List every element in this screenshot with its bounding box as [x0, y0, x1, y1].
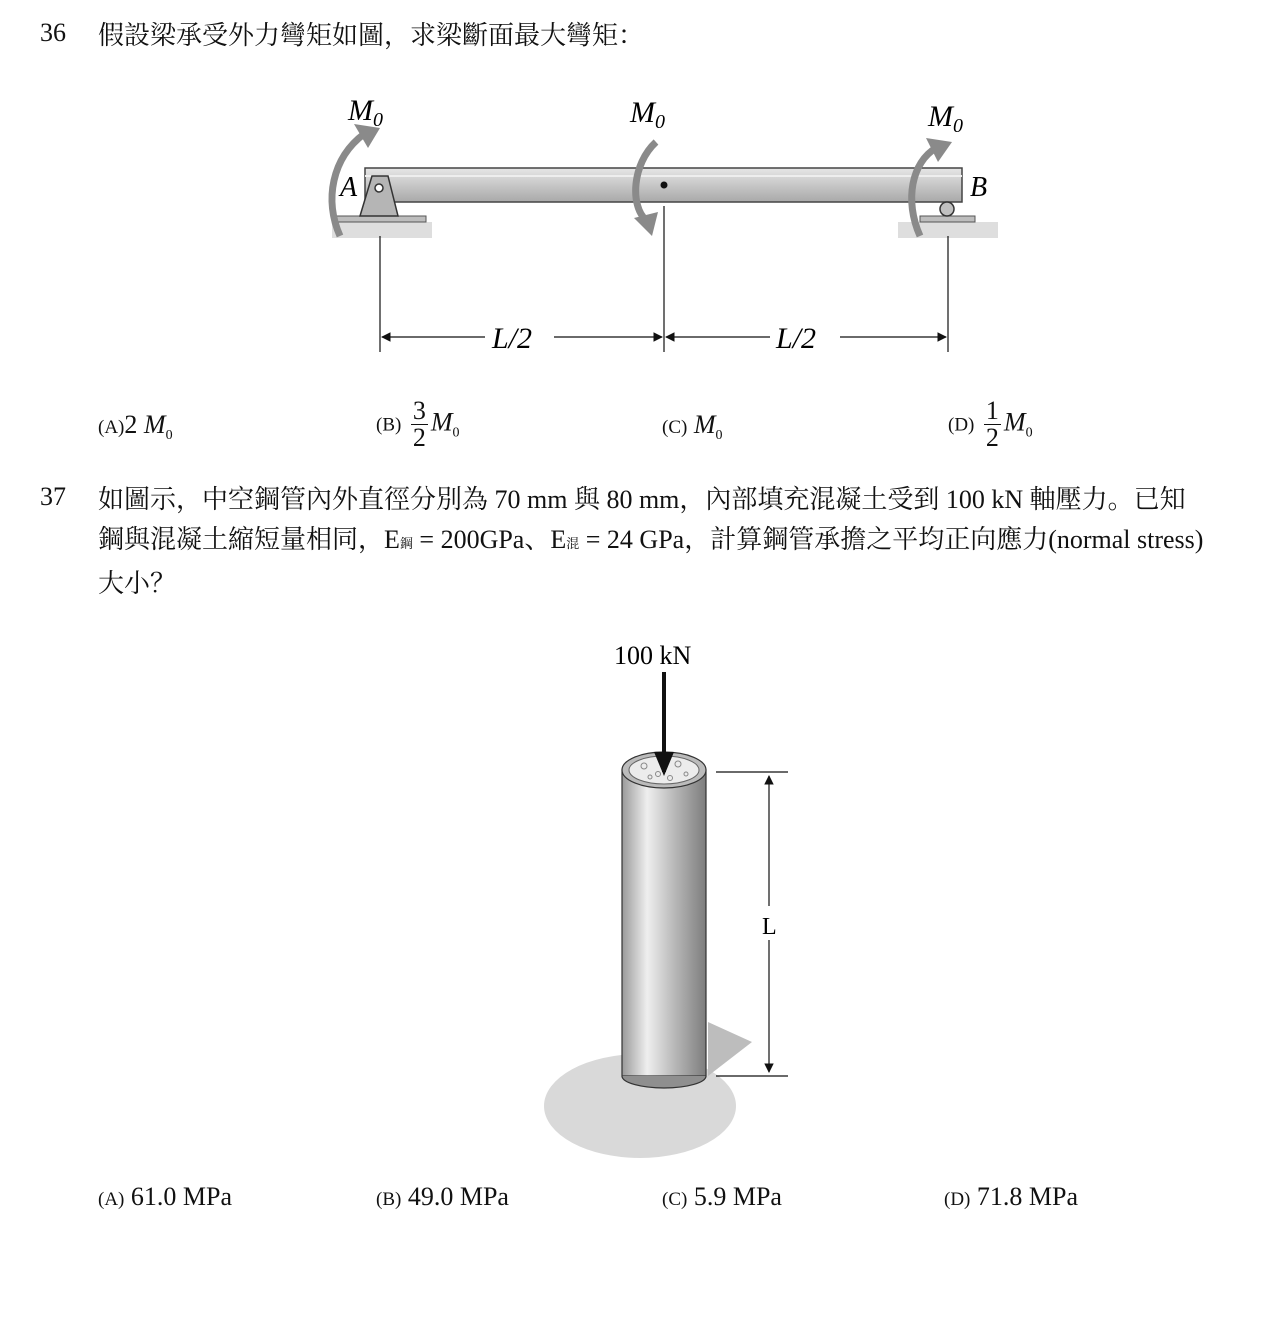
option-value: 5.9 MPa — [687, 1182, 782, 1211]
option-sub: 0 — [1025, 425, 1033, 441]
option-label: (C) — [662, 417, 688, 438]
option-label: (C) — [662, 1189, 688, 1210]
option-label: (A) — [98, 417, 125, 438]
option-37-a[interactable] — [98, 1182, 232, 1212]
option-label: (D) — [948, 414, 975, 436]
dimension-lines — [380, 206, 948, 352]
question-number-36: 36 — [40, 18, 66, 47]
option-label: (A) — [98, 1189, 125, 1210]
span-label-right: L/2 — [776, 322, 817, 355]
option-value: 71.8 MPa — [970, 1182, 1079, 1211]
option-37-d[interactable] — [944, 1182, 1078, 1212]
ground-left — [332, 216, 432, 238]
column-diagram — [540, 636, 800, 1160]
option-label: (D) — [944, 1189, 971, 1210]
moment-label-right: $M_0$ — [928, 100, 963, 137]
question-line-2: 鋼與混凝土縮短量相同，E鋼 = 200GPa、E混 = 24 GPa，計算鋼管承擔之平均正向應力(normal stress) — [98, 525, 1204, 554]
option-36-c[interactable] — [662, 410, 723, 444]
option-sub: 0 — [452, 425, 460, 441]
fraction: $\frac{1}{2}$ — [985, 396, 999, 452]
option-var: M — [1003, 407, 1026, 437]
option-coef: 2 — [124, 410, 138, 439]
option-sub: 0 — [165, 428, 173, 444]
option-label: (B) — [376, 414, 402, 436]
option-var: M — [143, 410, 166, 439]
support-label-b: B — [970, 172, 988, 203]
question-line-3: 大小？ — [98, 569, 177, 598]
option-var: M — [430, 407, 453, 437]
option-value: 61.0 MPa — [124, 1182, 233, 1211]
option-36-b[interactable] — [376, 398, 460, 451]
question-text-37 — [98, 480, 1248, 604]
support-label-a: A — [340, 172, 358, 203]
span-label-left: L/2 — [492, 322, 533, 355]
roller-support-b — [940, 202, 954, 216]
option-label: (B) — [376, 1189, 402, 1210]
beam-midpoint — [661, 182, 668, 189]
question-number-37: 37 — [40, 482, 66, 511]
moment-label-left: $M_0$ — [348, 94, 383, 131]
load-label: 100 kN — [614, 641, 692, 670]
question-line-1: 如圖示，中空鋼管內外直徑分別為 70 mm 與 80 mm，內部填充混凝土受到 100 kN 軸壓力。已知 — [98, 485, 1186, 514]
length-label: L — [762, 914, 777, 940]
option-sub: 0 — [715, 428, 723, 444]
length-dimension — [716, 772, 788, 1076]
option-36-a[interactable] — [98, 410, 173, 444]
option-var: M — [693, 410, 716, 439]
steel-tube — [622, 770, 706, 1076]
moment-label-middle: $M_0$ — [630, 96, 665, 133]
option-value: 49.0 MPa — [401, 1182, 509, 1211]
question-text-36: 假設梁承受外力彎矩如圖，求梁斷面最大彎矩： — [98, 21, 645, 50]
option-36-d[interactable] — [948, 398, 1033, 451]
fraction: $\frac{3}{2}$ — [412, 396, 426, 452]
option-37-c[interactable] — [662, 1182, 782, 1212]
option-37-b[interactable] — [376, 1182, 509, 1212]
beam-diagram — [320, 88, 1020, 368]
